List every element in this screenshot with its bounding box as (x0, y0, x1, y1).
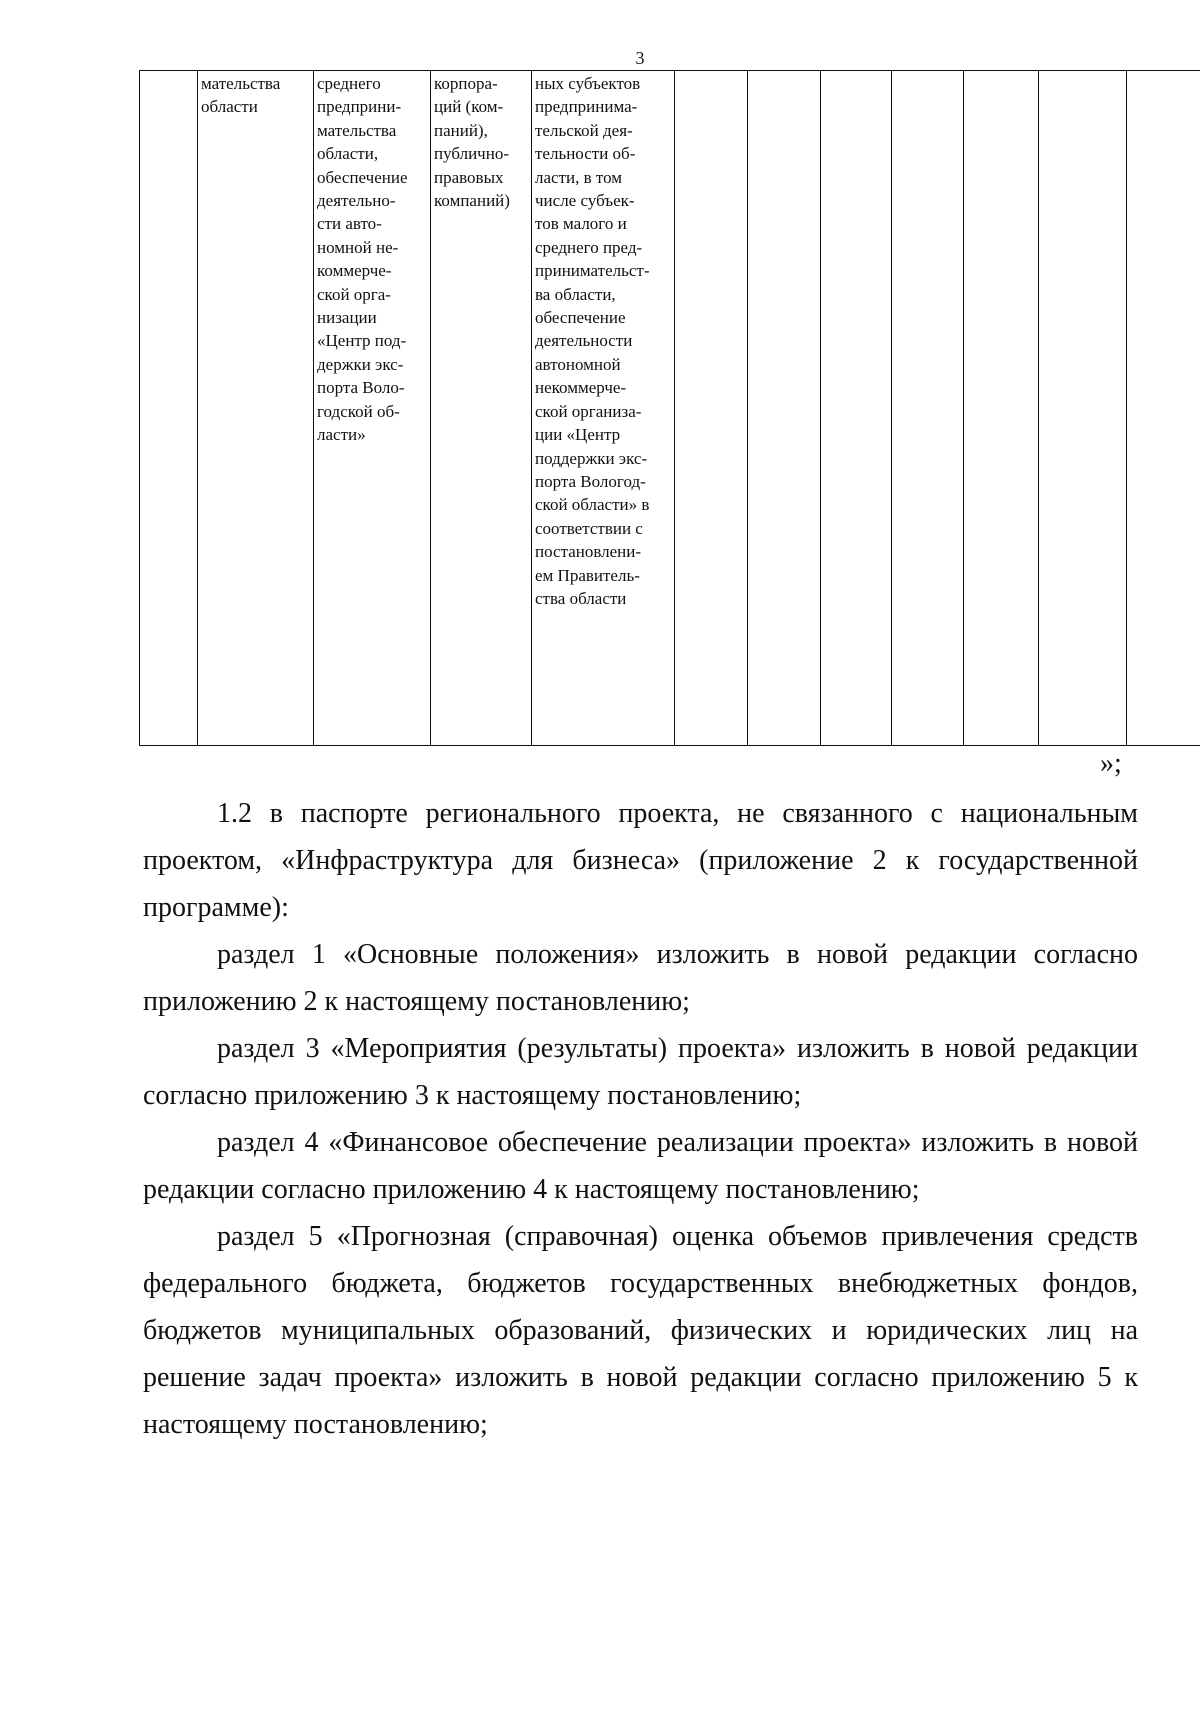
table-cell (748, 71, 821, 746)
page-number: 3 (635, 48, 645, 68)
paragraph: раздел 1 «Основные положения» изложить в новой редакции согласно приложению 2 к настоящему постановлению; (143, 939, 1138, 1017)
continued-table (139, 70, 1200, 746)
table-cell (1039, 71, 1127, 746)
paragraph: раздел 4 «Финансовое обеспечение реализации проекта» изложить в новой редакции согласно приложению 4 к настоящему постановлению; (143, 1127, 1138, 1205)
paragraph: раздел 5 «Прогнозная (справочная) оценка объемов привлечения средств федерального бюджета, бюджетов государственных внебюджетных фондов, бюджетов муниципальных образований, физических и юридических лиц на решение задач проекта» изложить в новой редакции согласно приложению 5 к настоящему постановлению; (143, 1221, 1138, 1440)
table-row (140, 71, 1200, 746)
paragraph: 1.2 в паспорте регионального проекта, не связанного с национальным проектом, «Инфраструктура для бизнеса» (приложение 2 к государственной программе): (143, 798, 1138, 923)
paragraph: раздел 3 «Мероприятия (результаты) проекта» изложить в новой редакции согласно приложению 3 к настоящему постановлению; (143, 1033, 1138, 1111)
table-cell (1127, 71, 1200, 746)
table-cell (892, 71, 964, 746)
table-cell: среднего предприни- мательства области, обеспечение деятельно- сти авто- номной не- коммерче- ской орга- низации «Центр под- держки экс- порта Воло- годской об- ласти» (314, 71, 431, 746)
table-cell (964, 71, 1039, 746)
table-cell: ных субъектов предпринима- тельской дея- тельности об- ласти, в том числе субъек- тов малого и среднего пред- принимательст- ва области, обеспечение деятельности автономной некоммерче- ской организа- ции «Центр поддержки экс- порта Вологод- ской области» в соответствии с постановлени- ем Правитель- ства области (532, 71, 675, 746)
body-text (143, 790, 1138, 1448)
table-cell (675, 71, 748, 746)
table-cell: корпора- ций (ком- паний), публично- правовых компаний) (431, 71, 532, 746)
closing-quote-mark: »; (1100, 748, 1122, 779)
table-cell (821, 71, 892, 746)
table-cell: мательства области (198, 71, 314, 746)
table-cell (140, 71, 198, 746)
